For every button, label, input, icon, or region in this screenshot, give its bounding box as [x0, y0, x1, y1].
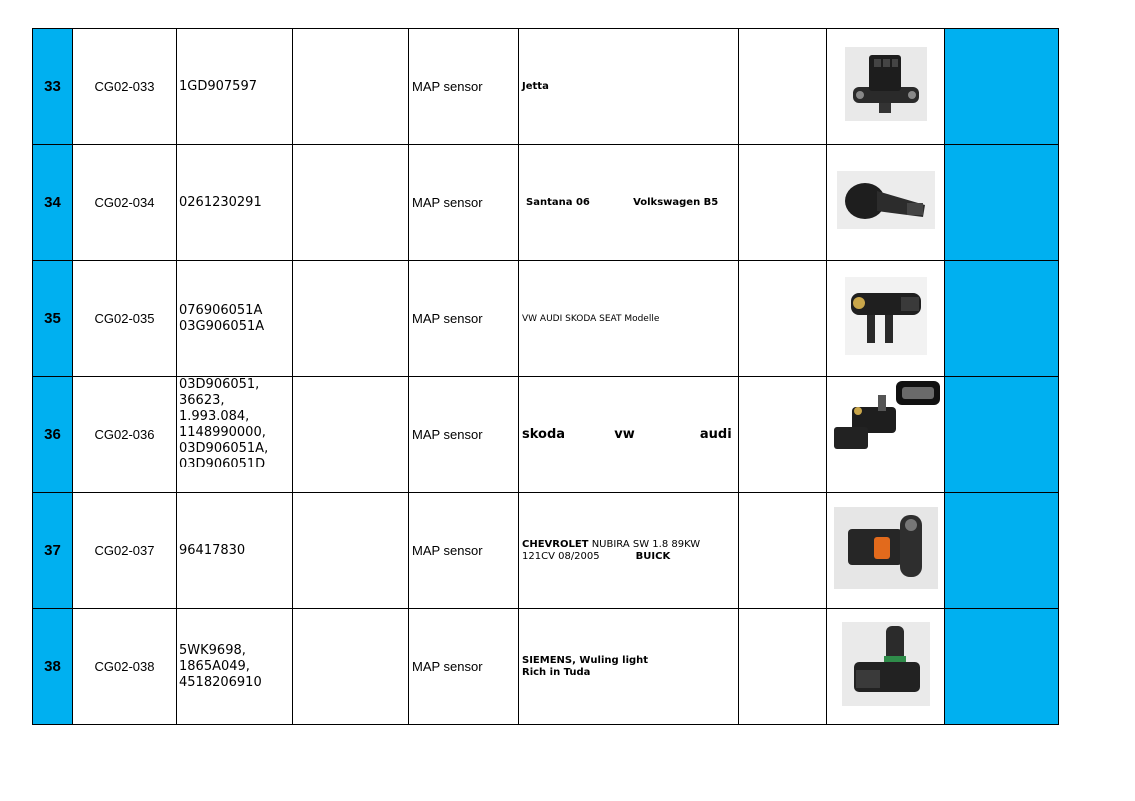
row-number: 34	[33, 145, 73, 261]
oem-number: 1865A049,	[179, 658, 250, 674]
product-image-cell	[827, 145, 945, 261]
application-text: NUBIRA SW 1.8 89KW	[588, 538, 701, 550]
oem-number: 36623,	[179, 393, 225, 408]
blue-column-cell	[945, 493, 1059, 609]
empty-cell	[293, 377, 409, 493]
application	[519, 145, 739, 261]
oem-number: 1.993.084,	[179, 409, 250, 424]
blue-column-cell	[945, 377, 1059, 493]
part-code: CG02-034	[73, 145, 177, 261]
empty-cell	[739, 377, 827, 493]
part-code: CG02-035	[73, 261, 177, 377]
part-type: MAP sensor	[409, 609, 519, 725]
empty-cell	[739, 261, 827, 377]
blue-column-cell	[945, 261, 1059, 377]
map-sensor-photo	[834, 507, 938, 589]
application-text: Santana 06	[526, 197, 590, 208]
table-row	[33, 609, 1059, 725]
product-image-cell	[827, 29, 945, 145]
application	[519, 377, 739, 493]
application-brand: BUICK	[635, 550, 671, 562]
blue-column-cell	[945, 145, 1059, 261]
part-type: MAP sensor	[409, 377, 519, 493]
table-row	[33, 145, 1059, 261]
product-image-cell	[827, 493, 945, 609]
table-row	[33, 377, 1059, 493]
product-image-cell	[827, 609, 945, 725]
empty-cell	[293, 609, 409, 725]
application	[519, 261, 739, 377]
oem-number: 03G906051A	[179, 318, 265, 334]
part-type: MAP sensor	[409, 145, 519, 261]
map-sensor-photo	[830, 377, 942, 465]
map-sensor-photo	[845, 277, 927, 355]
empty-cell	[293, 145, 409, 261]
application-line	[522, 539, 738, 551]
table-row	[33, 261, 1059, 377]
application-text: SIEMENS, Wuling light	[522, 654, 649, 666]
application-text: Jetta	[522, 81, 549, 92]
part-type: MAP sensor	[409, 261, 519, 377]
map-sensor-photo	[837, 171, 935, 229]
map-sensor-photo	[842, 622, 930, 706]
product-image-cell	[827, 261, 945, 377]
empty-cell	[739, 493, 827, 609]
parts-sheet	[32, 28, 1059, 725]
empty-cell	[739, 29, 827, 145]
row-number: 36	[33, 377, 73, 493]
oem-number: 03D906051D	[179, 457, 266, 467]
oem-number: 03D906051,	[179, 377, 260, 392]
product-image-cell	[827, 377, 945, 493]
empty-cell	[293, 261, 409, 377]
oem-number: 076906051A	[179, 302, 263, 318]
application-text: Volkswagen B5	[633, 197, 719, 208]
blue-column-cell	[945, 29, 1059, 145]
oem-numbers	[177, 29, 293, 145]
application-text: audi	[699, 427, 732, 442]
empty-cell	[293, 493, 409, 609]
application	[519, 609, 739, 725]
part-type: MAP sensor	[409, 493, 519, 609]
oem-number: 96417830	[179, 542, 246, 558]
application-text: vw	[614, 427, 635, 442]
application-text: 121CV 08/2005	[522, 550, 600, 562]
application-brand: CHEVROLET	[522, 538, 589, 550]
part-code: CG02-033	[73, 29, 177, 145]
table-row	[33, 493, 1059, 609]
application	[519, 29, 739, 145]
application	[519, 493, 739, 609]
application-text: VW AUDI SKODA SEAT Modelle	[522, 313, 660, 324]
application-text: skoda	[522, 427, 566, 442]
part-code: CG02-037	[73, 493, 177, 609]
row-number: 33	[33, 29, 73, 145]
parts-table	[32, 28, 1059, 725]
part-type: MAP sensor	[409, 29, 519, 145]
oem-number: 5WK9698,	[179, 642, 246, 658]
oem-number: 1GD907597	[179, 78, 257, 94]
table-row	[33, 29, 1059, 145]
part-code: CG02-036	[73, 377, 177, 493]
empty-cell	[739, 609, 827, 725]
oem-number: 03D906051A,	[179, 441, 269, 456]
oem-numbers	[177, 261, 293, 377]
application-line	[522, 551, 738, 563]
oem-numbers	[177, 377, 293, 493]
blue-column-cell	[945, 609, 1059, 725]
oem-number: 1148990000,	[179, 425, 266, 440]
application-text: Rich in Tuda	[522, 666, 591, 678]
empty-cell	[739, 145, 827, 261]
map-sensor-photo	[845, 47, 927, 121]
empty-cell	[293, 29, 409, 145]
row-number: 37	[33, 493, 73, 609]
oem-number: 0261230291	[179, 194, 262, 210]
row-number: 35	[33, 261, 73, 377]
oem-numbers	[177, 145, 293, 261]
oem-number: 4518206910	[179, 674, 262, 690]
oem-numbers	[177, 609, 293, 725]
part-code: CG02-038	[73, 609, 177, 725]
row-number: 38	[33, 609, 73, 725]
oem-numbers	[177, 493, 293, 609]
